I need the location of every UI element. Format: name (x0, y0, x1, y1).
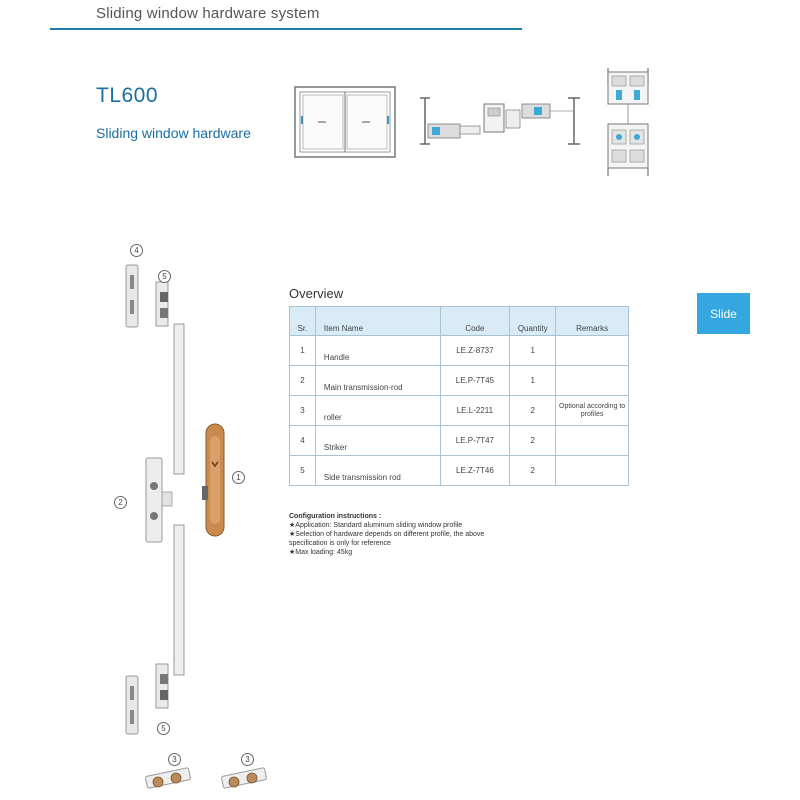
side-rod-top-part (156, 282, 168, 326)
roller-right-part (221, 768, 267, 789)
cell-sr: 1 (290, 336, 316, 366)
cell-quantity: 2 (510, 456, 556, 486)
cell-remarks: Optional according to profiles (556, 396, 629, 426)
cell-quantity: 1 (510, 366, 556, 396)
hardware-assembly-drawing (110, 240, 270, 800)
slide-tab[interactable]: Slide (697, 293, 750, 334)
callout-striker-top: 4 (130, 244, 143, 257)
table-row (290, 456, 629, 486)
vertical-section-drawing (604, 66, 656, 178)
cell-item-name: Handle (315, 336, 440, 366)
cell-quantity: 1 (510, 336, 556, 366)
cell-sr: 5 (290, 456, 316, 486)
transmission-gearbox-part (146, 458, 172, 542)
cell-item-name: Main transmission-rod (315, 366, 440, 396)
cell-remarks (556, 426, 629, 456)
table-row (290, 396, 629, 426)
config-line: ★Selection of hardware depends on different profile, the above specification is only for reference (289, 531, 485, 547)
config-line: ★Application: Standard aluminum sliding window profile (289, 522, 463, 529)
striker-bottom-part (126, 676, 138, 734)
horizontal-section-drawing (418, 96, 584, 146)
product-model: TL600 (96, 84, 159, 107)
callout-side-rod-bottom: 5 (157, 722, 170, 735)
cell-remarks (556, 366, 629, 396)
table-header-row (290, 307, 629, 336)
callout-handle: 1 (232, 471, 245, 484)
config-title: Configuration instructions : (289, 513, 382, 520)
callout-side-rod-top: 5 (158, 270, 171, 283)
table-row (290, 366, 629, 396)
callout-roller-left: 3 (168, 753, 181, 766)
cell-code: LE.Z-8737 (440, 336, 510, 366)
config-line: ★Max loading: 45kg (289, 549, 353, 556)
cell-sr: 3 (290, 396, 316, 426)
cell-item-name: roller (315, 396, 440, 426)
column-header-quantity: Quantity (510, 307, 556, 336)
window-elevation-drawing (294, 86, 396, 158)
cell-sr: 2 (290, 366, 316, 396)
cell-remarks (556, 336, 629, 366)
cell-item-name: Side transmission rod (315, 456, 440, 486)
cell-sr: 4 (290, 426, 316, 456)
cell-code: LE.P-7T45 (440, 366, 510, 396)
cell-item-name: Striker (315, 426, 440, 456)
striker-top-part (126, 265, 138, 327)
header-rule (50, 28, 522, 30)
table-row (290, 426, 629, 456)
callout-gearbox: 2 (114, 496, 127, 509)
column-header-remarks: Remarks (556, 307, 629, 336)
handle-part (202, 424, 224, 536)
roller-left-part (145, 768, 191, 789)
callout-roller-right: 3 (241, 753, 254, 766)
column-header-item-name: Item Name (315, 307, 440, 336)
overview-title: Overview (289, 286, 344, 301)
column-header-sr: Sr. (290, 307, 316, 336)
table-row (290, 336, 629, 366)
overview-table (289, 306, 629, 486)
header-title: Sliding window hardware system (96, 5, 320, 22)
cell-quantity: 2 (510, 426, 556, 456)
product-subtitle: Sliding window hardware (96, 125, 251, 141)
cell-remarks (556, 456, 629, 486)
cell-code: LE.P-7T47 (440, 426, 510, 456)
cell-code: LE.Z-7T46 (440, 456, 510, 486)
cell-quantity: 2 (510, 396, 556, 426)
cell-code: LE.L-2211 (440, 396, 510, 426)
column-header-code: Code (440, 307, 510, 336)
side-rod-bottom-part (156, 664, 168, 708)
configuration-instructions (289, 512, 509, 557)
